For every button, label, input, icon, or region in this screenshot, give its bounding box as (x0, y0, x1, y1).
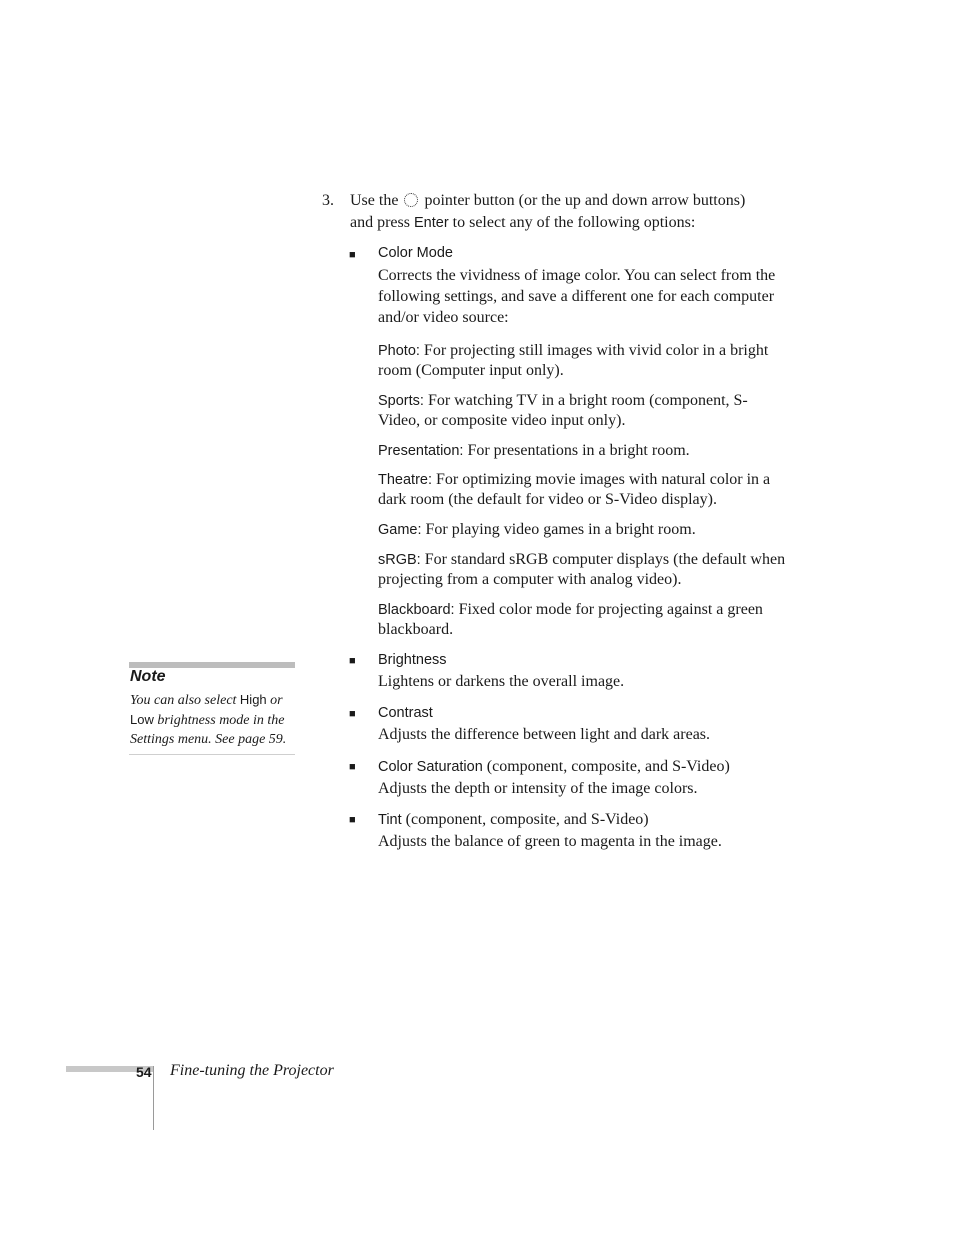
bullet: ■ (349, 761, 356, 773)
option-title: Color Saturation (378, 759, 483, 775)
option-color-mode (378, 243, 788, 328)
option-color-saturation (378, 756, 788, 799)
mode-name: Blackboard: (378, 602, 455, 618)
mode-srgb (378, 550, 788, 590)
option-qualifier: (component, composite, and S-Video) (486, 758, 730, 775)
option-desc: Lightens or darkens the overall image. (378, 673, 625, 690)
mode-desc: For playing video games in a bright room. (425, 521, 696, 538)
high-label: High (239, 692, 267, 707)
step-text-part: pointer button (or the up and down arrow buttons) (424, 192, 746, 209)
mode-desc: For watching TV in a bright room (component, S-Video, or composite video input only). (378, 392, 748, 429)
mode-name: Photo: (378, 343, 420, 359)
mode-desc: Fixed color mode for projecting against a green blackboard. (378, 601, 763, 638)
option-brightness (378, 650, 788, 692)
step-number: 3. (322, 192, 334, 209)
mode-presentation (378, 441, 788, 461)
mode-photo (378, 341, 788, 381)
option-title: Color Mode (378, 245, 453, 261)
pointer-button-icon (404, 193, 418, 207)
low-label: Low (130, 712, 154, 727)
mode-name: sRGB: (378, 552, 421, 568)
bullet: ■ (349, 249, 356, 261)
bullet: ■ (349, 655, 356, 667)
option-qualifier: (component, composite, and S-Video) (405, 811, 649, 828)
option-contrast (378, 703, 788, 745)
step-text (350, 190, 790, 234)
mode-desc: For projecting still images with vivid color in a bright room (Computer input only). (378, 342, 769, 379)
step-text-part: Use the (350, 192, 399, 209)
option-tint (378, 809, 788, 852)
section-title: Fine-tuning the Projector (170, 1062, 334, 1079)
page-number: 54 (136, 1064, 152, 1080)
mode-name: Sports: (378, 393, 424, 409)
bullet: ■ (349, 814, 356, 826)
option-desc: Corrects the vividness of image color. You can select from the following settings, and save a different one for each computer and/or video source: (378, 267, 776, 326)
option-desc: Adjusts the depth or intensity of the image colors. (378, 780, 698, 797)
mode-blackboard (378, 600, 788, 640)
step-text-part: to select any of the following options: (452, 214, 696, 231)
note-text: brightness mode in the Settings menu. See page 59. (130, 713, 287, 747)
mode-name: Presentation: (378, 443, 464, 459)
mode-name: Game: (378, 522, 422, 538)
option-desc: Adjusts the balance of green to magenta in the image. (378, 833, 722, 850)
mode-desc: For standard sRGB computer displays (the default when projecting from a computer with analog video). (378, 551, 786, 588)
option-desc: Adjusts the difference between light and dark areas. (378, 726, 711, 743)
bullet: ■ (349, 708, 356, 720)
note-body (130, 690, 300, 749)
mode-theatre (378, 470, 788, 510)
step-text-part: and press (350, 214, 410, 231)
note-divider (129, 754, 295, 755)
mode-sports (378, 391, 788, 431)
mode-desc: For presentations in a bright room. (467, 442, 690, 459)
option-title: Brightness (378, 652, 447, 668)
footer-divider (153, 1066, 154, 1130)
enter-label: Enter (413, 215, 449, 231)
note-text: You can also select (130, 693, 237, 708)
mode-game (378, 520, 788, 540)
note-title: Note (130, 668, 166, 685)
mode-name: Theatre: (378, 472, 432, 488)
option-title: Contrast (378, 705, 433, 721)
mode-desc: For optimizing movie images with natural color in a dark room (the default for video or S-Video display). (378, 471, 771, 508)
note-text: or (270, 693, 283, 708)
option-title: Tint (378, 812, 402, 828)
